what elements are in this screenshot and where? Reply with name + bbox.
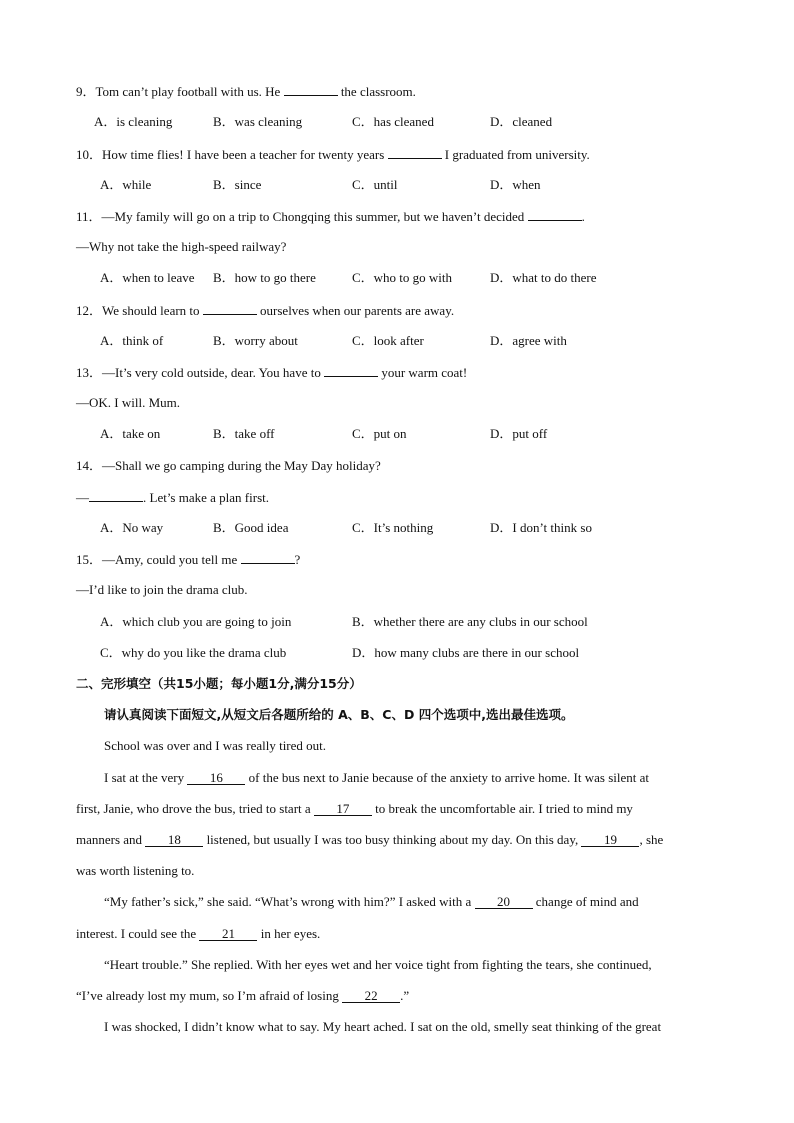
passage-text: to break the uncomfortable air. I tried to mind my: [375, 801, 633, 816]
cloze-blank-20[interactable]: 20: [475, 895, 533, 909]
question-number: 9．: [76, 84, 96, 99]
option-d[interactable]: D．put off: [490, 426, 548, 441]
question-10: [76, 146, 590, 163]
answer-blank[interactable]: [324, 364, 378, 377]
cloze-blank-16[interactable]: 16: [187, 771, 245, 785]
option-b[interactable]: B．whether there are any clubs in our school: [352, 614, 588, 629]
question-stem: —Shall we go camping during the May Day holiday?: [102, 458, 381, 473]
answer-blank[interactable]: [284, 83, 338, 96]
answer-blank[interactable]: [241, 551, 295, 564]
question-stem-end: the classroom.: [340, 84, 416, 99]
question-13-reply: —OK. I will. Mum.: [76, 395, 180, 410]
option-b[interactable]: B．worry about: [213, 333, 298, 348]
question-14: [76, 458, 381, 474]
question-number: 11．: [76, 209, 102, 224]
answer-blank[interactable]: [388, 146, 442, 159]
question-number: 14．: [76, 458, 103, 473]
question-stem: —It’s very cold outside, dear. You have to: [102, 365, 321, 380]
passage-line: [76, 988, 409, 1004]
passage-line: School was over and I was really tired out.: [104, 738, 327, 753]
passage-text: of the bus next to Janie because of the anxiety to arrive home. It was silent at: [248, 770, 649, 785]
option-c[interactable]: C．look after: [352, 333, 424, 348]
cloze-blank-19[interactable]: 19: [581, 833, 639, 847]
option-a[interactable]: A．is cleaning: [94, 114, 173, 129]
passage-line: [76, 801, 633, 817]
passage-text: “My father’s sick,” she said. “What’s wrong with him?” I asked with a: [104, 894, 472, 909]
option-b[interactable]: B．Good idea: [213, 520, 289, 535]
question-number: 12．: [76, 303, 103, 318]
question-15-reply: —I’d like to join the drama club.: [76, 582, 248, 597]
option-c[interactable]: C．put on: [352, 426, 407, 441]
answer-blank[interactable]: [89, 489, 143, 502]
passage-text: I sat at the very: [104, 770, 185, 785]
option-d[interactable]: D．agree with: [490, 333, 567, 348]
passage-line: was worth listening to.: [76, 863, 195, 878]
answer-blank[interactable]: [203, 302, 257, 315]
question-9: [76, 83, 416, 100]
question-12: [76, 302, 454, 319]
cloze-blank-21[interactable]: 21: [199, 927, 257, 941]
option-a[interactable]: A．take on: [100, 426, 161, 441]
answer-blank[interactable]: [528, 208, 582, 221]
option-b[interactable]: B．take off: [213, 426, 275, 441]
option-b[interactable]: B．how to go there: [213, 270, 316, 285]
passage-text: first, Janie, who drove the bus, tried to start a: [76, 801, 311, 816]
question-number: 10．: [76, 147, 103, 162]
option-c[interactable]: C．who to go with: [352, 270, 453, 285]
cloze-blank-22[interactable]: 22: [342, 989, 400, 1003]
question-stem-end: . Let’s make a plan first.: [143, 490, 269, 505]
option-b[interactable]: B．since: [213, 177, 262, 192]
passage-line: [104, 894, 639, 910]
question-stem: —My family will go on a trip to Chongqing this summer, but we haven’t decided: [101, 209, 525, 224]
option-c[interactable]: C．It’s nothing: [352, 520, 434, 535]
dash: —: [76, 490, 89, 505]
passage-text: manners and: [76, 832, 143, 847]
option-a[interactable]: A．think of: [100, 333, 164, 348]
option-d[interactable]: D．what to do there: [490, 270, 597, 285]
option-d[interactable]: D．when: [490, 177, 541, 192]
cloze-blank-17[interactable]: 17: [314, 802, 372, 816]
section-instruction: 请认真阅读下面短文,从短文后各题所给的 A、B、C、D 四个选项中,选出最佳选项。: [104, 707, 574, 722]
option-d[interactable]: D．how many clubs are there in our school: [352, 645, 580, 660]
question-stem-end: .: [581, 209, 585, 224]
question-stem-end: ourselves when our parents are away.: [260, 303, 455, 318]
option-a[interactable]: A．while: [100, 177, 152, 192]
passage-line: [76, 832, 663, 848]
passage-line: [76, 926, 320, 942]
question-11-reply: —Why not take the high-speed railway?: [76, 239, 287, 254]
question-15: [76, 551, 300, 568]
option-b[interactable]: B．was cleaning: [213, 114, 303, 129]
option-c[interactable]: C．until: [352, 177, 398, 192]
section-heading: 二、完形填空（共15小题；每小题1分,满分15分）: [76, 676, 362, 691]
question-stem: How time flies! I have been a teacher for twenty years: [102, 147, 385, 162]
passage-text: listened, but usually I was too busy thinking about my day. On this day,: [206, 832, 579, 847]
passage-line: “Heart trouble.” She replied. With her eyes wet and her voice tight from fighting the tears, she continued,: [104, 957, 652, 972]
passage-text: .”: [400, 988, 410, 1003]
passage-text: “I’ve already lost my mum, so I’m afraid of losing: [76, 988, 339, 1003]
option-a[interactable]: A．No way: [100, 520, 164, 535]
question-stem: We should learn to: [102, 303, 200, 318]
option-d[interactable]: D．cleaned: [490, 114, 553, 129]
question-13: [76, 364, 467, 381]
question-11: [76, 208, 585, 225]
passage-text: change of mind and: [535, 894, 639, 909]
question-stem-end: I graduated from university.: [444, 147, 590, 162]
option-c[interactable]: C．has cleaned: [352, 114, 434, 129]
question-stem: —Amy, could you tell me: [102, 552, 238, 567]
option-a[interactable]: A．which club you are going to join: [100, 614, 292, 629]
option-a[interactable]: A．when to leave: [100, 270, 195, 285]
question-number: 15．: [76, 552, 103, 567]
option-c[interactable]: C．why do you like the drama club: [100, 645, 287, 660]
question-stem: Tom can’t play football with us. He: [95, 84, 281, 99]
question-number: 13．: [76, 365, 103, 380]
question-stem-end: ?: [294, 552, 301, 567]
passage-text: , she: [639, 832, 664, 847]
passage-text: interest. I could see the: [76, 926, 197, 941]
question-stem-end: your warm coat!: [381, 365, 468, 380]
question-14-reply: [76, 489, 269, 506]
passage-line: I was shocked, I didn’t know what to say. My heart ached. I sat on the old, smelly seat thinking of the great: [104, 1019, 662, 1034]
passage-line: [104, 770, 649, 786]
cloze-blank-18[interactable]: 18: [145, 833, 203, 847]
passage-text: in her eyes.: [260, 926, 321, 941]
option-d[interactable]: D．I don’t think so: [490, 520, 592, 535]
